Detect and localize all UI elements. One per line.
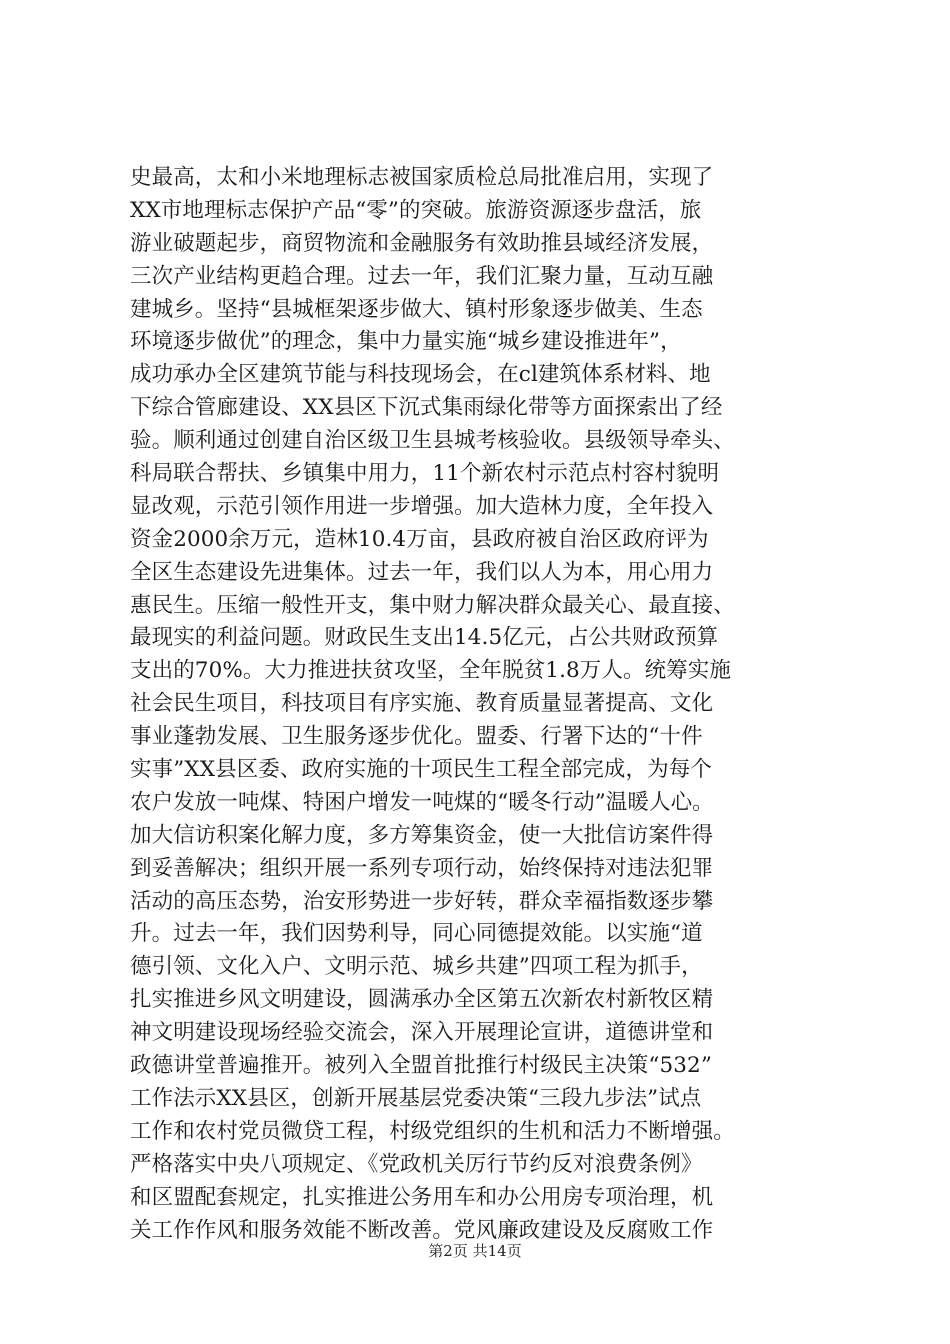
text-line: 全区生态建设先进集体。过去一年，我们以人为本，用心用力 — [130, 559, 714, 585]
text-line: 显改观，示范引领作用进一步增强。加大造林力度，全年投入 — [130, 493, 714, 519]
text-line: 工作和农村党员微贷工程，村级党组织的生机和活力不断增强。 — [130, 1118, 735, 1144]
text-line: 扎实推进乡风文明建设，圆满承办全区第五次新农村新牧区精 — [130, 987, 714, 1013]
text-line: 支出的70%。大力推进扶贫攻坚，全年脱贫1.8万人。统筹实施 — [130, 658, 731, 684]
text-line: 环境逐步做优”的理念，集中力量实施“城乡建设推进年”， — [130, 329, 682, 355]
text-line: 严格落实中央八项规定、《党政机关厉行节约反对浪费条例》 — [130, 1151, 703, 1177]
text-line: 下综合管廊建设、XX县区下沉式集雨绿化带等方面探索出了经 — [130, 395, 723, 421]
body-text — [130, 162, 830, 1247]
text-line: 实事”XX县区委、政府实施的十项民生工程全部完成，为每个 — [130, 757, 712, 783]
text-line: 升。过去一年，我们因势利导，同心同德提效能。以实施“道 — [130, 921, 703, 947]
text-line: 和区盟配套规定，扎实推进公务用车和办公用房专项治理，机 — [130, 1184, 714, 1210]
text-line: 三次产业结构更趋合理。过去一年，我们汇聚力量，互动互融 — [130, 263, 714, 289]
text-line: 最现实的利益问题。财政民生支出14.5亿元，占公共财政预算 — [130, 625, 719, 651]
text-line: 农户发放一吨煤、特困户增发一吨煤的“暖冬行动”温暖人心。 — [130, 789, 714, 815]
text-line: 科局联合帮扶、乡镇集中用力，11个新农村示范点村容村貌明 — [130, 461, 720, 487]
text-line: 游业破题起步，商贸物流和金融服务有效助推县域经济发展， — [130, 230, 714, 256]
text-line: 关工作作风和服务效能不断改善。党风廉政建设及反腐败工作 — [130, 1217, 714, 1243]
text-line: 史最高，太和小米地理标志被国家质检总局批准启用，实现了 — [130, 165, 714, 190]
text-line: 神文明建设现场经验交流会，深入开展理论宣讲，道德讲堂和 — [130, 1020, 714, 1046]
text-line: 社会民生项目，科技项目有序实施、教育质量显著提高、文化 — [130, 691, 714, 717]
text-line: 验。顺利通过创建自治区级卫生县城考核验收。县级领导牵头、 — [130, 428, 735, 454]
text-line: 加大信访积案化解力度，多方筹集资金，使一大批信访案件得 — [130, 822, 714, 848]
text-line: 建城乡。坚持“县城框架逐步做大、镇村形象逐步做美、生态 — [130, 296, 703, 322]
text-line: 工作法示XX县区，创新开展基层党委决策“三段九步法”试点 — [130, 1085, 702, 1111]
text-line: 惠民生。压缩一般性开支，集中财力解决群众最关心、最直接、 — [130, 592, 735, 618]
text-line: 资金2000余万元，造林10.4万亩，县政府被自治区政府评为 — [130, 526, 709, 552]
page-footer: 第2页 共14页 — [428, 1242, 522, 1260]
text-line: 政德讲堂普遍推开。被列入全盟首批推行村级民主决策“532” — [130, 1053, 712, 1079]
text-line: 活动的高压态势，治安形势进一步好转，群众幸福指数逐步攀 — [130, 888, 714, 914]
text-line: 到妥善解决；组织开展一系列专项行动，始终保持对违法犯罪 — [130, 855, 714, 881]
text-line: XX市地理标志保护产品“零”的突破。旅游资源逐步盘活，旅 — [130, 197, 702, 223]
text-line: 事业蓬勃发展、卫生服务逐步优化。盟委、行署下达的“十件 — [130, 724, 703, 750]
text-line: 成功承办全区建筑节能与科技现场会，在cl建筑体系材料、地 — [130, 362, 711, 388]
text-line: 德引领、文化入户、文明示范、城乡共建”四项工程为抓手， — [130, 954, 703, 980]
